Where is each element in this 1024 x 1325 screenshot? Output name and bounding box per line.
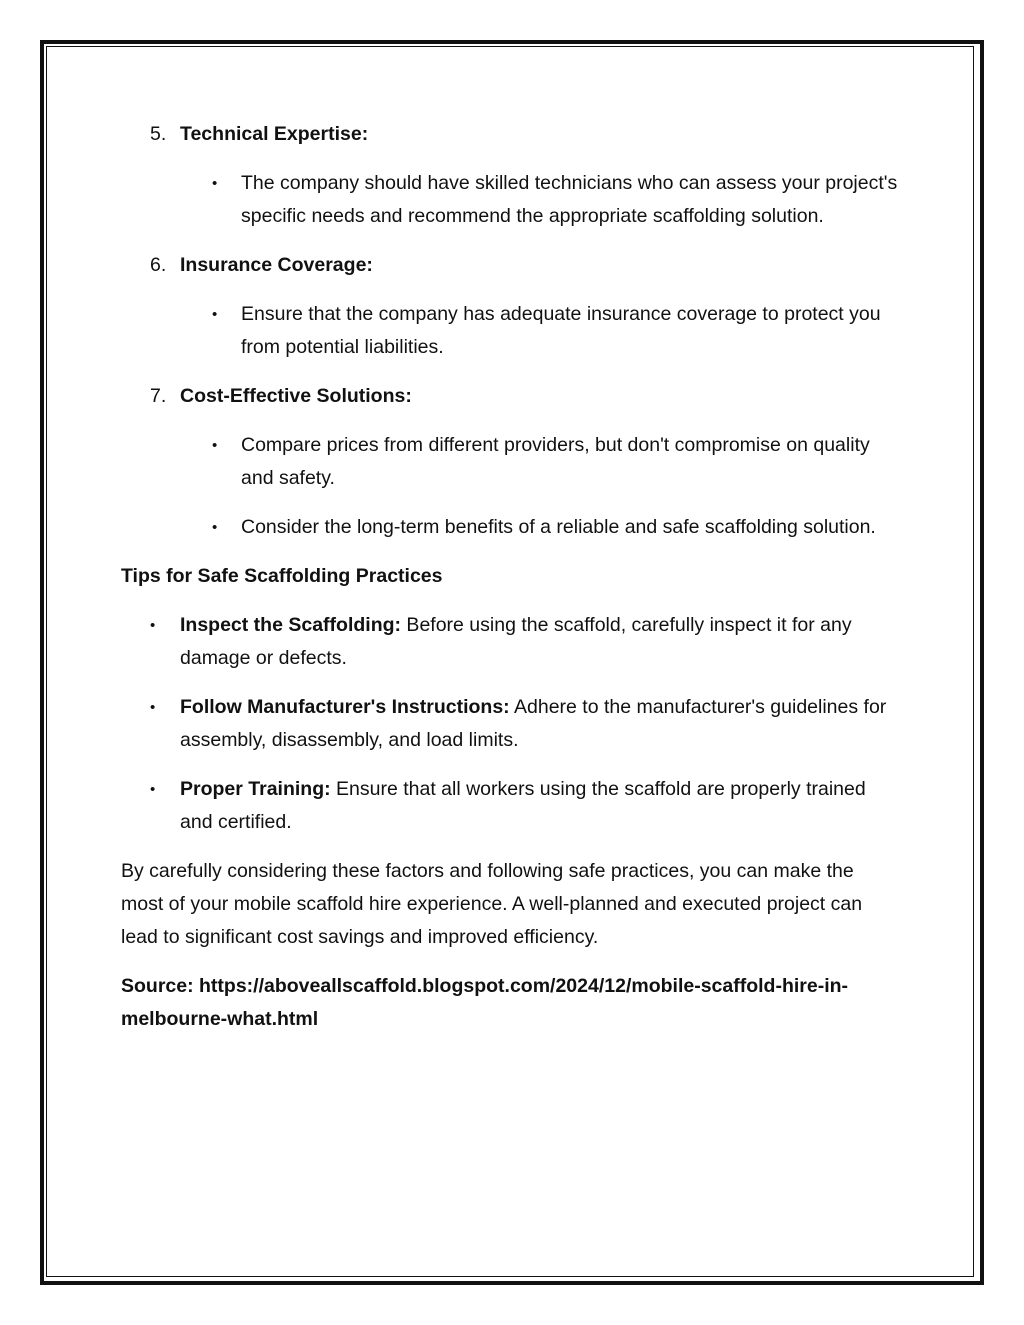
bullet-icon: •	[150, 617, 156, 634]
item-number: 7.	[150, 385, 167, 407]
bullet-icon: •	[150, 699, 156, 716]
tip-lead: Proper Training:	[180, 778, 331, 800]
bullet-text: Ensure that the company has adequate insurance coverage to protect you from potential liabilities.	[241, 303, 881, 358]
tip-lead: Follow Manufacturer's Instructions:	[180, 696, 510, 718]
list-item	[121, 167, 901, 233]
list-item	[121, 609, 901, 675]
bullet-icon: •	[212, 519, 218, 536]
numbered-item-insurance-coverage	[121, 249, 901, 282]
tip-text: Adhere to the manufacturer's guidelines for assembly, disassembly, and load limits.	[180, 696, 887, 751]
tip-text: Ensure that all workers using the scaffold are properly trained and certified.	[180, 778, 866, 833]
item-title: Insurance Coverage:	[180, 254, 373, 276]
bullet-icon: •	[212, 175, 218, 192]
item-title: Technical Expertise:	[180, 123, 369, 145]
document-body	[121, 118, 901, 1036]
bullet-icon: •	[212, 306, 218, 323]
bullet-icon: •	[150, 781, 156, 798]
list-item	[121, 298, 901, 364]
bullet-text: Consider the long-term benefits of a reliable and safe scaffolding solution.	[241, 516, 876, 538]
bullet-text: The company should have skilled technicians who can assess your project's specific needs and recommend the appropriate scaffolding solution.	[241, 172, 898, 227]
item-number: 5.	[150, 123, 167, 145]
item-title: Cost-Effective Solutions:	[180, 385, 412, 407]
tip-lead: Inspect the Scaffolding:	[180, 614, 402, 636]
numbered-item-cost-effective-solutions	[121, 380, 901, 413]
bullet-icon: •	[212, 437, 218, 454]
numbered-item-technical-expertise	[121, 118, 901, 151]
conclusion-paragraph: By carefully considering these factors and following safe practices, you can make the most of your mobile scaffold hire experience. A well-planned and executed project can lead to significant cost savings and improved efficiency.	[121, 860, 863, 948]
list-item	[121, 511, 901, 544]
tip-text: Before using the scaffold, carefully inspect it for any damage or defects.	[180, 614, 852, 669]
list-item	[121, 429, 901, 495]
list-item	[121, 773, 901, 839]
bullet-text: Compare prices from different providers, but don't compromise on quality and safety.	[241, 434, 870, 489]
source-link[interactable]: Source: https://aboveallscaffold.blogspot.com/2024/12/mobile-scaffold-hire-in-melbourne-what.html	[121, 975, 849, 1030]
list-item	[121, 691, 901, 757]
section-heading: Tips for Safe Scaffolding Practices	[121, 565, 443, 587]
item-number: 6.	[150, 254, 167, 276]
